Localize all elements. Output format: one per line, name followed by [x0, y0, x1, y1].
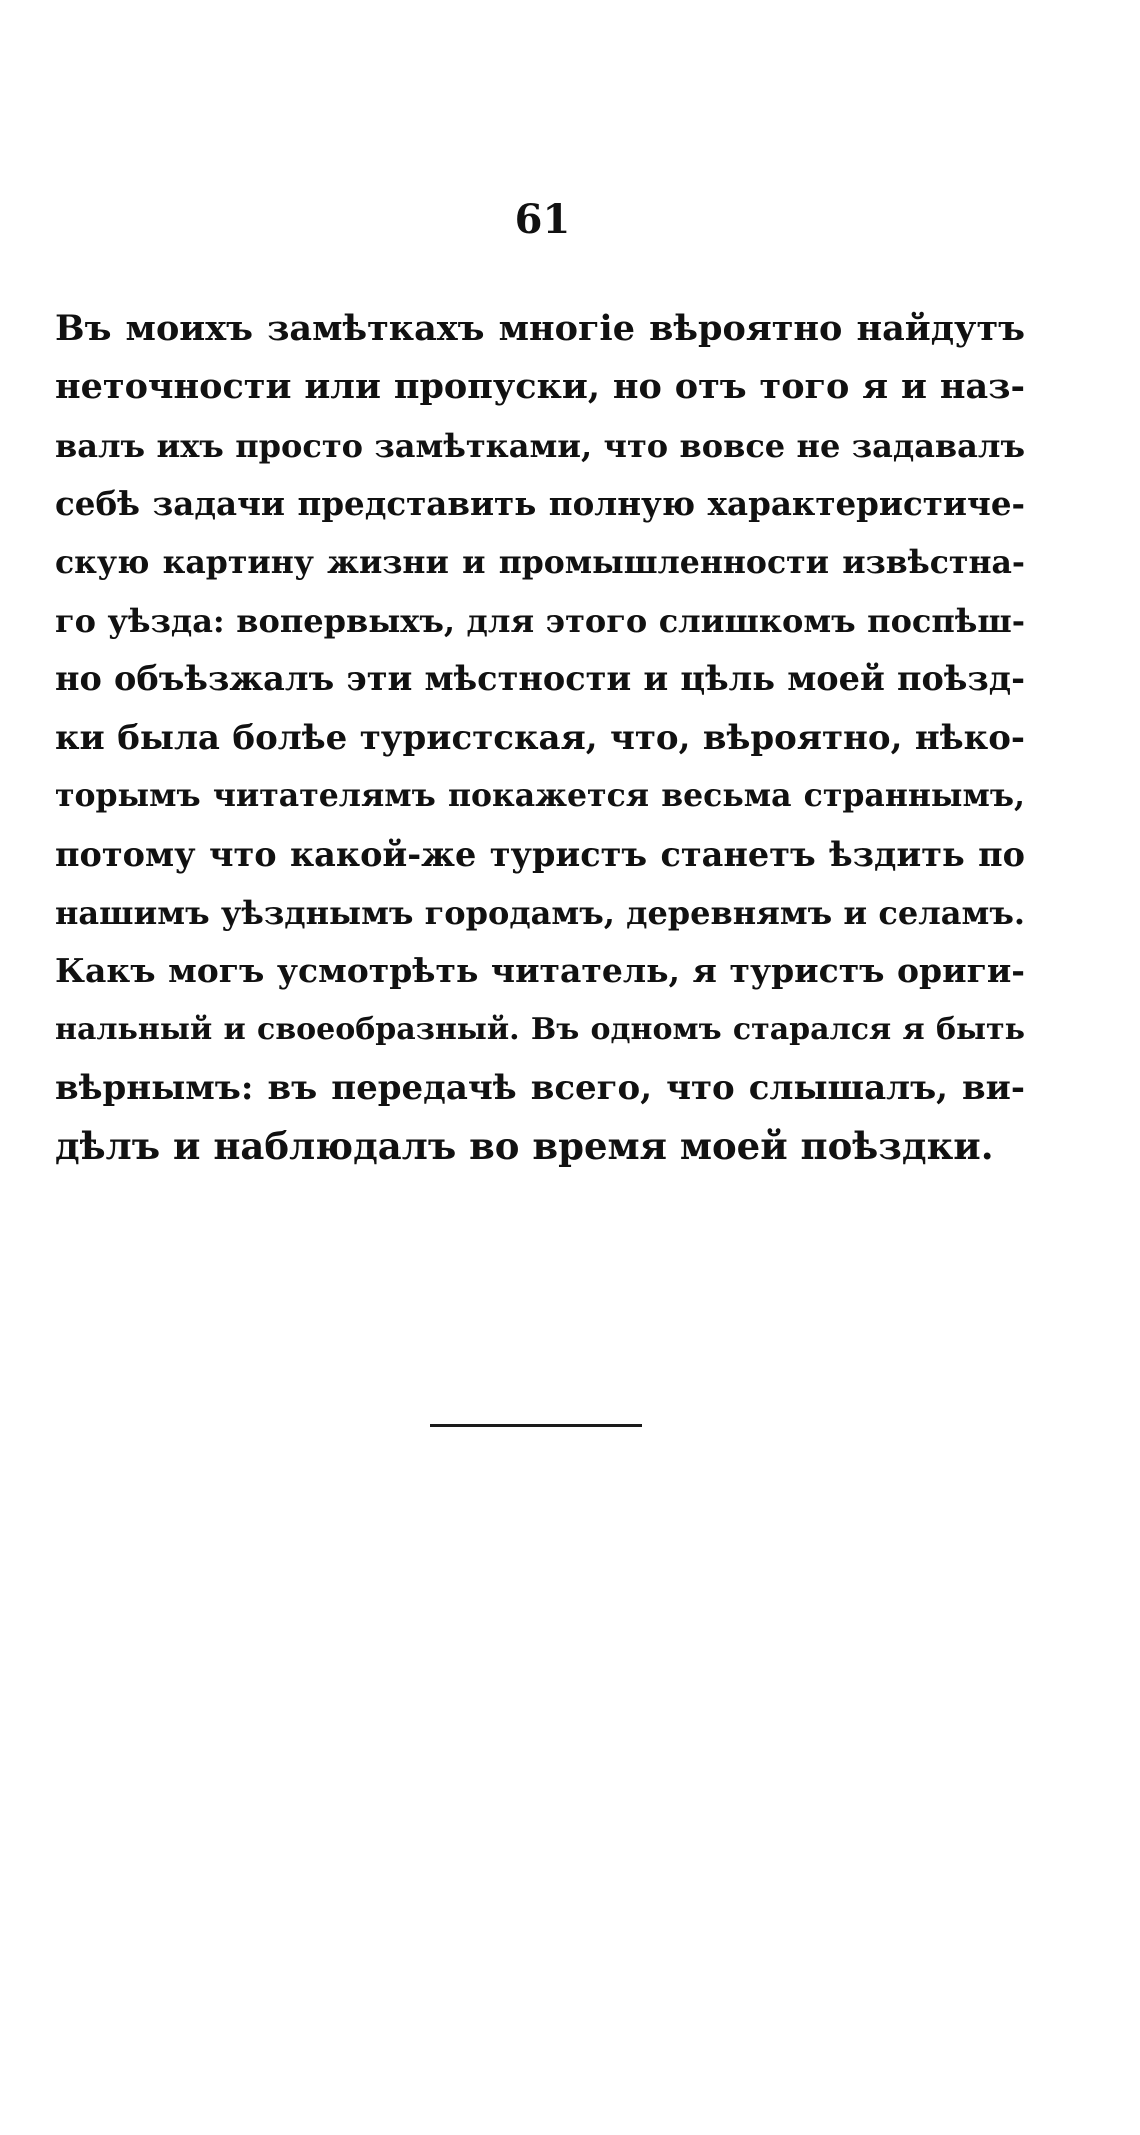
- body-paragraph: [55, 300, 1025, 1176]
- text-line: нашимъ уѣзднымъ городамъ, деревнямъ и селамъ.: [55, 893, 1025, 932]
- end-rule: [430, 1424, 642, 1427]
- text-line: Какъ могъ усмотрѣть читатель, я туристъ ориги-: [55, 951, 1025, 991]
- text-line: скую картину жизни и промышленности извѣстна-: [55, 543, 1025, 581]
- text-line: го уѣзда: вопервыхъ, для этого слишкомъ поспѣш-: [55, 601, 1025, 640]
- text-line: потому что какой-же туристъ станетъ ѣздить по: [55, 834, 1025, 874]
- text-line: валъ ихъ просто замѣтками, что вовсе не задавалъ: [55, 426, 1025, 465]
- text-line: себѣ задачи представить полную характеристиче-: [55, 484, 1025, 524]
- text-line: ки была болѣе туристская, что, вѣроятно, нѣко-: [55, 717, 1025, 758]
- text-line: неточности или пропуски, но отъ того я и наз-: [55, 366, 1025, 408]
- text-line: дѣлъ и наблюдалъ во время моей поѣздки.: [55, 1124, 994, 1169]
- page-number: 61: [514, 196, 571, 243]
- text-line: нальный и своеобразный. Въ одномъ старался я быть: [55, 1011, 1025, 1047]
- text-line: вѣрнымъ: въ передачѣ всего, что слышалъ, ви-: [55, 1068, 1025, 1109]
- text-line: но объѣзжалъ эти мѣстности и цѣль моей поѣзд-: [55, 659, 1025, 699]
- text-line: торымъ читателямъ покажется весьма страннымъ,: [55, 777, 1025, 815]
- text-line: Въ моихъ замѣткахъ многіе вѣроятно найдутъ: [55, 308, 1025, 349]
